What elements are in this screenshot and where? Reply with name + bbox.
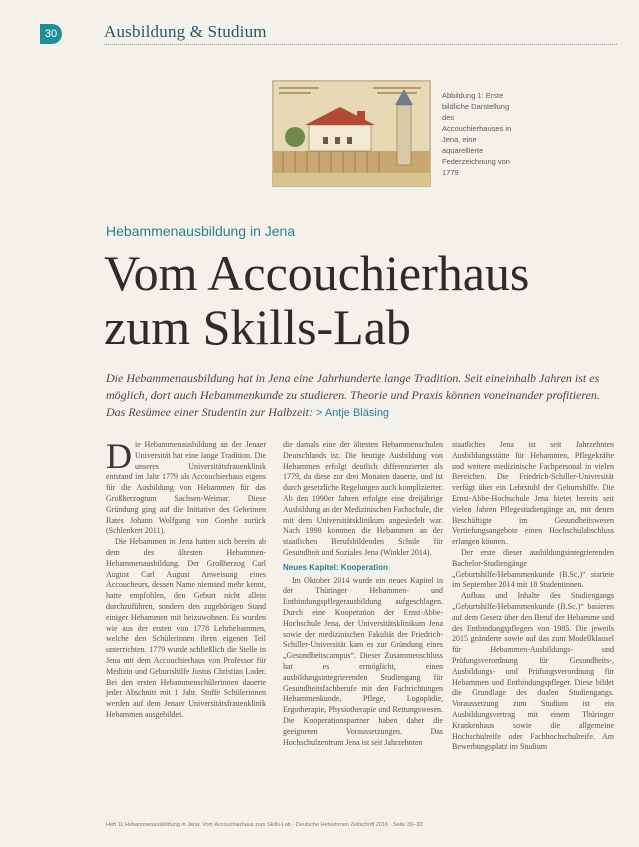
paragraph: staatliches Jena ist seit Jahrzehnten Ausbildungsstätte für Hebammen, Pflegekräfte und weitere medizinische Fachpersonal in vielen Bereichen. Die Friedrich-Schiller-Universität verfügt über ein Lehrstuhl der Geburtshilfe. Die Ernst-Abbe-Hochschule Jena bietet bereits seit vielen Jahren Pflegestudiengänge an, mit denen Beschäftigte im Gesundheitswesen Vertiefungsangebote einen Hochschulabschluss erlangen können.	[452, 440, 614, 547]
section-title: Ausbildung & Studium	[104, 22, 267, 41]
paragraph: Aufbau und Inhalte des Studiengangs „Geburtshilfe/Hebammenkunde (B.Sc.)“ basieren auf dem Gesetz über den Beruf der Hebamme und des Entbindungspflegers von 1985. Die jeweils 2015 geänderte sowie auf das zum Modellklausel für Hebammen-Ausbildungs- und Prüfungsverordnung für Gesundheits-, Ausbildungs- und Prüfungsverordnung für Hebammen und Entbindungspfleger. Diese bildet die Grundlage des dualen Studiengangs. Voraussetzung zum Studium ist ein Ausbildungsvertrag mit einem Thüringer Krankenhaus sowie die allgemeine Hochschulreife oder Fachhochschulreife. Am Bewerbungsplatz im Studium	[452, 591, 614, 752]
column-2	[283, 440, 443, 748]
paragraph: Die Hebammen in Jena hatten sich bereits ab dem des ältesten Hebammen-Hebammenausbildung. Der Großherzog Carl August Carl August Anweisung eines Accoucheurs, dessen Name niemand mehr kennt, hatte empfohlen, den Geburt nicht allein durchzuführen, sondern den zugehörigen Stand einiger Hebammen mit beizuwohnen. Es wurden wie aus der ersten von 1778 Lehrhebammen, welche den Schülerinnen ihren eigenen Teil unterrichten. 1779 wurde schließlich die Stelle in Jena mit dem Accouchierhaus von Professor für Medizin und Geburtshilfe Justus Christian Loder. Bei den ersten Hebammenschülerinnen dauerte jeder Abschnitt mit 1 Jahr. Stoffe Schülerinnen werden auf dem Jenaer Universitätsfrauenklinik Hebammen ausgebildet.	[106, 537, 266, 719]
subheading: Neues Kapitel: Kooperation	[283, 562, 388, 572]
column-3	[452, 440, 614, 753]
article-title	[104, 246, 604, 354]
header-divider	[104, 44, 617, 45]
column-1	[106, 436, 266, 721]
paragraph	[106, 436, 266, 537]
title-line-2: zum Skills-Lab	[104, 299, 411, 355]
paragraph-text: ie Hebammenausbildung an der Jenaer Universität hat eine lange Tradition. Die unseres Universitätsfrauenklinik entstand im Jahr 1779 als Accouchierhaus eigens für die Ausbildung von Hebammen für das Großherzogtum Sachsen-Weimar. Diese Gründung ging auf die Initiative des Geheimen Rates Johann Wolfgang von Goethe zurück (Schlenkert 2011).	[106, 440, 266, 536]
figure-caption: Abbildung 1: Erste bildliche Darstellung des Accouchierhauses in Jena, eine aquarellierte Federzeichnung von 1779	[442, 91, 512, 177]
article-lead	[106, 370, 611, 422]
page-number: 30	[40, 24, 62, 44]
lead-text: Die Hebammenausbildung hat in Jena eine Jahrhunderte lange Tradition. Seit eineinhalb Jahren ist es möglich, dort auch Hebammenkunde zu studieren. Theorie und Praxis können voneinander profitieren. Das Resümee einer Studentin zur Halbzeit:	[106, 371, 600, 419]
paragraph: Im Oktober 2014 wurde ein neues Kapitel in der Thüringer Hebammen- und Entbindungspflegerausbildung aufgeschlagen. Durch eine Kooperation der Ernst-Abbe-Hochschule Jena, der Universitätsklinikum Jena sowie der medizinischen Fakultät der Friedrich-Schiller-Universität kam es zur Gründung eines „Gesundheitscampus“. Dieser Zusammenschluss hat es ermöglicht, einen ausbildungsintegrierenden Studiengang für Gesundheitsfachberufe mit den Fachrichtungen Hebammenkunde, Pflege, Logopädie, Ergotherapie, Physiotherapie und Rettungswesen. Die Kooperationspartner haben daher die geeigneten Voraussetzungen. Das Hochschulzentrum Jena ist seit Jahrzehnten	[283, 575, 443, 747]
historic-illustration	[272, 80, 431, 187]
author-byline: > Antje Bläsing	[315, 407, 390, 419]
title-line-1: Vom Accouchierhaus	[104, 245, 530, 301]
paragraph: Der erste dieser ausbildungsintegrierenden Bachelor-Studiengänge „Geburtshilfe/Hebammenkunde (B.Sc.)“ startete im September 2014 mit 18 Studentinnen.	[452, 547, 614, 590]
drop-cap: D	[106, 436, 132, 476]
article-kicker: Hebammenausbildung in Jena	[106, 223, 296, 239]
page-footer: Heft 11 Hebammenausbildung in Jena: Vom Accouchierhaus zum Skills-Lab · Deutsche Hebammen Zeitschrift 2016 · Seite 30–33	[106, 822, 423, 828]
paragraph: die damals eine der ältesten Hebammenschulen Deutschlands ist. Die heutige Ausbildung von Hebammen erfolgt deutlich differenzierter als 1779, da diese zur drei Monaten dauerte, und ist durch gesetzliche Regelungen auch komplizierter. Ab den 1990er Jahren erfolgte eine dreijährige Ausbildung an der Medizinischen Fachschule, die mit dem Universitätsklinikum angesiedelt war. Nach 1990 kommen die Hebammen an der staatlichen Berufsbildenden Schule für Gesundheit und Soziales Jena (Winkler 2014).	[283, 440, 443, 557]
